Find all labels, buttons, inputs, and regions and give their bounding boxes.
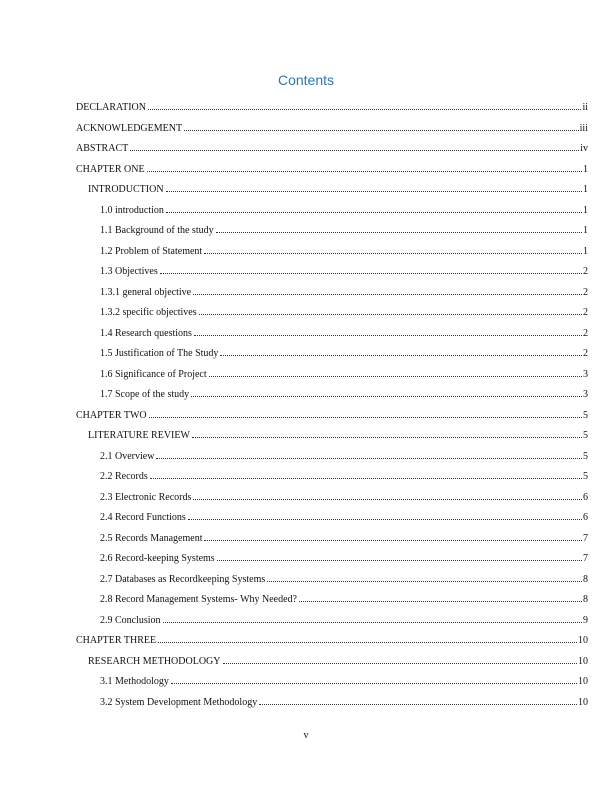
toc-entry-page-number: 5 (583, 450, 588, 462)
toc-dot-leader (193, 286, 582, 295)
toc-entry-label: 1.7 Scope of the study (100, 389, 190, 400)
toc-dot-leader (147, 163, 582, 172)
toc-dot-leader (193, 491, 582, 500)
toc-entry-label: 3.2 System Development Methodology (100, 696, 258, 708)
toc-entry-page-number: ii (582, 102, 588, 113)
toc-entry[interactable] (76, 160, 588, 181)
toc-entry[interactable] (76, 693, 588, 714)
toc-entry-label: 1.3.2 specific objectives (100, 307, 197, 318)
toc-entry[interactable] (76, 119, 588, 140)
toc-entry-page-number: 2 (583, 307, 588, 318)
toc-entry[interactable] (76, 365, 588, 386)
toc-entry-page-number: 1 (583, 225, 588, 236)
toc-entry-label: 1.0 introduction (100, 204, 164, 216)
toc-entry-label: 2.9 Conclusion (100, 614, 161, 626)
toc-entry-page-number: 10 (578, 655, 588, 667)
toc-entry-page-number: 8 (583, 594, 588, 605)
toc-entry-page-number: iii (579, 122, 588, 134)
toc-entry[interactable] (76, 242, 588, 263)
toc-entry[interactable] (76, 324, 588, 345)
toc-entry[interactable] (76, 549, 588, 570)
toc-dot-leader (220, 347, 582, 356)
toc-dot-leader (188, 511, 582, 520)
toc-entry-label: 1.3.1 general objective (100, 286, 192, 298)
toc-entry[interactable] (76, 426, 588, 447)
toc-entry-label: DECLARATION (76, 102, 146, 113)
toc-entry-page-number: 10 (578, 696, 588, 708)
toc-entry-page-number: 5 (583, 430, 588, 441)
toc-dot-leader (150, 470, 582, 479)
toc-entry-page-number: 2 (583, 286, 588, 298)
toc-entry-label: INTRODUCTION (88, 184, 164, 195)
toc-entry-label: 1.3 Objectives (100, 266, 158, 277)
toc-entry[interactable] (76, 283, 588, 304)
toc-dot-leader (130, 142, 579, 151)
toc-entry[interactable] (76, 508, 588, 529)
toc-entry-label: RESEARCH METHODOLOGY (88, 655, 221, 667)
toc-entry[interactable] (76, 529, 588, 550)
toc-entry[interactable] (76, 303, 588, 324)
toc-entry-page-number: 7 (583, 553, 588, 564)
toc-dot-leader (199, 306, 582, 315)
toc-entry[interactable] (76, 221, 588, 242)
toc-entry-page-number: 8 (583, 573, 588, 585)
toc-entry-page-number: 2 (583, 327, 588, 339)
toc-dot-leader (209, 368, 582, 377)
toc-entry-page-number: 2 (583, 266, 588, 277)
toc-dot-leader (163, 614, 582, 623)
toc-entry-page-number: 1 (583, 204, 588, 216)
toc-entry[interactable] (76, 488, 588, 509)
toc-title: Contents (277, 72, 335, 88)
toc-entry[interactable] (76, 590, 588, 611)
toc-entry-label: 1.6 Significance of Project (100, 368, 207, 380)
toc-dot-leader (204, 532, 582, 541)
page-number: v (303, 730, 309, 741)
table-of-contents (76, 98, 588, 713)
toc-entry[interactable] (76, 467, 588, 488)
toc-entry-page-number: iv (580, 143, 588, 154)
toc-entry-label: 2.6 Record-keeping Systems (100, 553, 215, 564)
toc-entry-label: ABSTRACT (76, 143, 129, 154)
toc-entry[interactable] (76, 385, 588, 406)
toc-entry-page-number: 5 (583, 471, 588, 482)
toc-entry-page-number: 3 (583, 368, 588, 380)
toc-dot-leader (217, 552, 582, 561)
toc-entry-label: 3.1 Methodology (100, 676, 169, 687)
toc-entry-label: CHAPTER THREE (76, 635, 157, 646)
toc-entry-label: 2.8 Record Management Systems- Why Needed? (100, 594, 297, 605)
toc-entry-label: 2.3 Electronic Records (100, 491, 192, 503)
toc-entry[interactable] (76, 447, 588, 468)
toc-dot-leader (194, 327, 582, 336)
toc-entry[interactable] (76, 139, 588, 160)
toc-entry-label: 2.2 Records (100, 471, 148, 482)
toc-entry-label: 2.5 Records Management (100, 532, 203, 544)
toc-dot-leader (160, 265, 582, 274)
toc-dot-leader (192, 429, 582, 438)
toc-entry-label: CHAPTER TWO (76, 409, 147, 421)
toc-dot-leader (259, 696, 577, 705)
toc-entry-page-number: 3 (583, 389, 588, 400)
toc-entry[interactable] (76, 406, 588, 427)
toc-dot-leader (223, 655, 578, 664)
toc-dot-leader (299, 593, 582, 602)
toc-entry[interactable] (76, 672, 588, 693)
toc-entry[interactable] (76, 180, 588, 201)
toc-entry-page-number: 6 (583, 491, 588, 503)
toc-entry[interactable] (76, 652, 588, 673)
toc-entry-label: 1.2 Problem of Statement (100, 245, 203, 257)
toc-entry-page-number: 10 (578, 676, 588, 687)
toc-entry-label: 2.1 Overview (100, 450, 155, 462)
toc-entry[interactable] (76, 631, 588, 652)
toc-entry[interactable] (76, 201, 588, 222)
toc-entry-label: 2.7 Databases as Recordkeeping Systems (100, 573, 266, 585)
toc-entry-label: 1.4 Research questions (100, 327, 192, 339)
toc-entry-page-number: 1 (583, 163, 588, 175)
toc-entry-page-number: 7 (583, 532, 588, 544)
toc-entry-page-number: 2 (583, 348, 588, 359)
toc-entry-label: ACKNOWLEDGEMENT (76, 122, 183, 134)
toc-entry-label: 1.1 Background of the study (100, 225, 214, 236)
toc-entry-page-number: 5 (583, 409, 588, 421)
toc-dot-leader (156, 450, 582, 459)
toc-entry-label: 2.4 Record Functions (100, 512, 186, 523)
toc-entry[interactable] (76, 98, 588, 119)
toc-dot-leader (216, 224, 582, 233)
toc-dot-leader (148, 101, 581, 110)
toc-entry-page-number: 10 (578, 635, 588, 646)
toc-dot-leader (158, 634, 577, 643)
toc-entry-label: 1.5 Justification of The Study (100, 348, 219, 359)
toc-entry-label: CHAPTER ONE (76, 163, 145, 175)
toc-entry-page-number: 1 (583, 184, 588, 195)
toc-dot-leader (166, 204, 582, 213)
toc-entry[interactable] (76, 344, 588, 365)
toc-entry-page-number: 1 (583, 245, 588, 257)
toc-dot-leader (191, 388, 582, 397)
toc-dot-leader (267, 573, 582, 582)
toc-entry-page-number: 9 (583, 614, 588, 626)
toc-dot-leader (184, 122, 579, 131)
toc-dot-leader (204, 245, 582, 254)
toc-dot-leader (171, 675, 577, 684)
toc-entry[interactable] (76, 262, 588, 283)
toc-entry-label: LITERATURE REVIEW (88, 430, 190, 441)
toc-entry-page-number: 6 (583, 512, 588, 523)
toc-entry[interactable] (76, 611, 588, 632)
toc-entry[interactable] (76, 570, 588, 591)
toc-dot-leader (149, 409, 582, 418)
toc-dot-leader (166, 183, 582, 192)
